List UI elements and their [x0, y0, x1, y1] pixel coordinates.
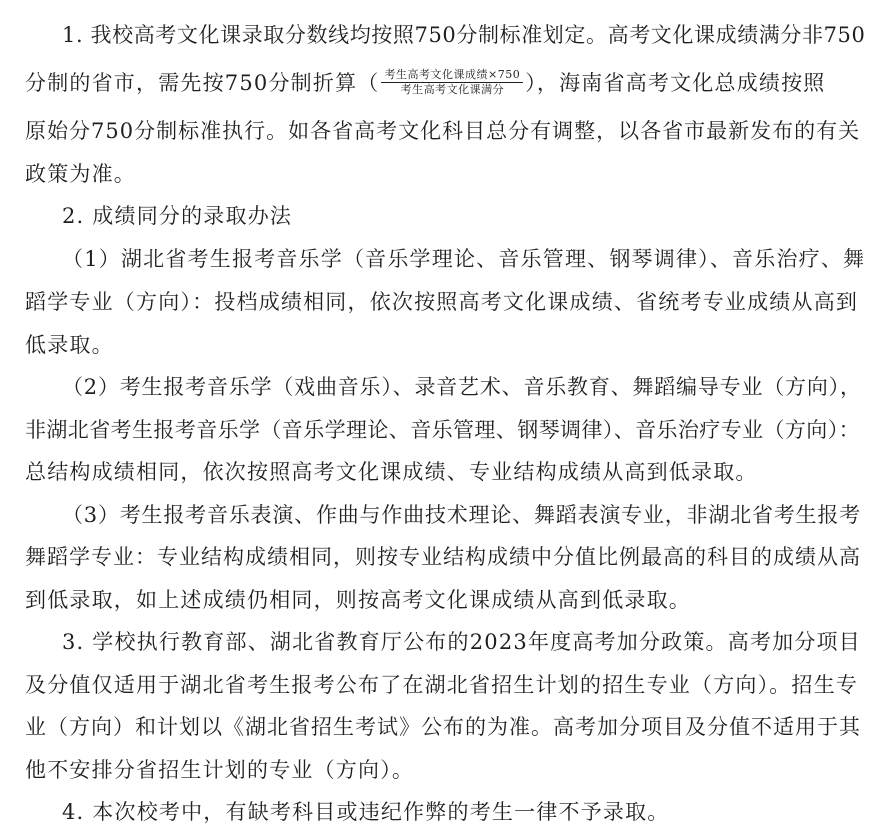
paragraph-5-line-2: 舞蹈学专业：专业结构成绩相同，则按专业结构成绩中分值比例最高的科目的成绩从高 — [25, 545, 861, 569]
paragraph-7-line-1: 4. 本次校考中，有缺考科目或违纪作弊的考生一律不予录取。 — [62, 800, 670, 824]
paragraph-4-line-1: （2）考生报考音乐学（戏曲音乐）、录音艺术、音乐教育、舞蹈编导专业（方向）， — [62, 375, 862, 399]
paragraph-6-line-2: 及分值仅适用于湖北省考生报考公布了在湖北省招生计划的招生专业（方向）。招生专 — [25, 673, 859, 697]
paragraph-1-line-2-start: 分制的省市，需先按750分制折算（ — [25, 71, 380, 95]
paragraph-3-line-3: 低录取。 — [25, 333, 114, 357]
paragraph-3-line-2: 蹈学专业（方向）：投档成绩相同，依次按照高考文化课成绩、省统考专业成绩从高到 — [25, 290, 859, 314]
paragraph-6-line-1: 3. 学校执行教育部、湖北省教育厅公布的2023年度高考加分政策。高考加分项目 — [62, 630, 861, 654]
paragraph-6-line-3: 业（方向）和计划以《湖北省招生考试》公布的为准。高考加分项目及分值不适用于其 — [25, 715, 861, 739]
conversion-formula — [381, 68, 523, 97]
paragraph-5-line-3: 到低录取，如上述成绩仍相同，则按高考文化课成绩从高到低录取。 — [25, 588, 691, 612]
paragraph-1-line-2-end: ），海南省高考文化总成绩按照 — [525, 71, 826, 95]
paragraph-4-line-2: 非湖北省考生报考音乐学（音乐学理论、音乐管理、钢琴调律）、音乐治疗专业（方向）： — [25, 418, 860, 442]
section-heading-tie-rules: 2. 成绩同分的录取办法 — [62, 204, 293, 228]
paragraph-1-line-2 — [25, 64, 826, 102]
paragraph-1-line-3: 原始分750分制标准执行。如各省高考文化科目总分有调整，以各省市最新发布的有关 — [25, 119, 861, 143]
formula-numerator: 考生高考文化课成绩×750 — [381, 68, 523, 83]
paragraph-1-line-4: 政策为准。 — [25, 162, 136, 186]
paragraph-1-line-1: 1. 我校高考文化课录取分数线均按照750分制标准划定。高考文化课成绩满分非750 — [62, 23, 866, 47]
paragraph-6-line-4: 他不安排分省招生计划的专业（方向）。 — [25, 758, 415, 782]
paragraph-3-line-1: （1）湖北省考生报考音乐学（音乐学理论、音乐管理、钢琴调律）、音乐治疗、舞 — [62, 247, 866, 271]
paragraph-4-line-3: 总结构成绩相同，依次按照高考文化课成绩、专业结构成绩从高到低录取。 — [25, 460, 758, 484]
paragraph-5-line-1: （3）考生报考音乐表演、作曲与作曲技术理论、舞蹈表演专业，非湖北省考生报考 — [62, 503, 861, 527]
formula-denominator: 考生高考文化课满分 — [400, 83, 505, 96]
